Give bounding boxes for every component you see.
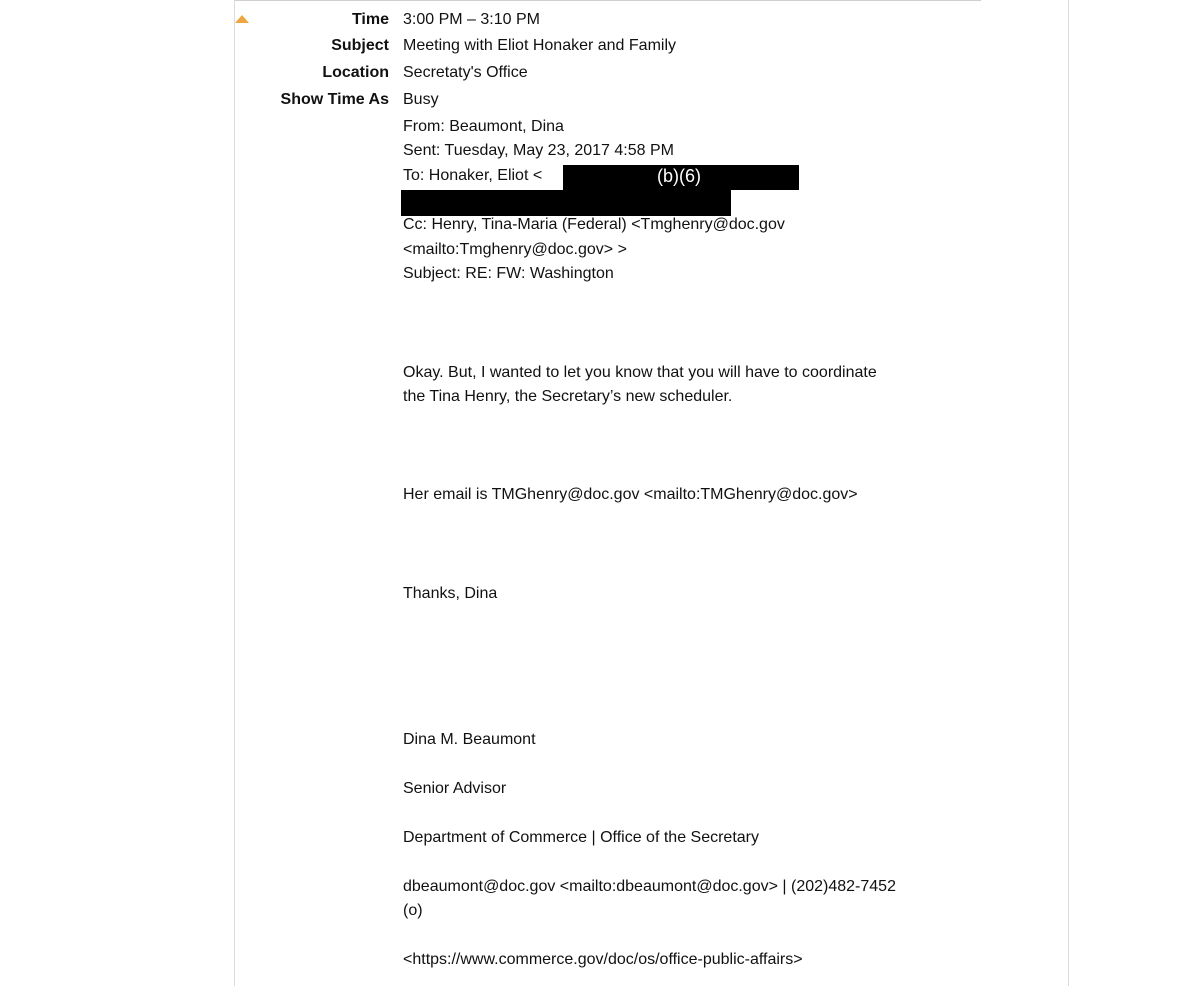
signature-contact-line2: (o) [403, 902, 423, 919]
signature-contact-line1: dbeaumont@doc.gov <mailto:dbeaumont@doc.gov> | (202)482-7452 [403, 878, 896, 895]
subject-label: Subject [331, 37, 389, 54]
body-closing: Thanks, Dina [403, 585, 498, 602]
signature-link: <https://www.commerce.gov/doc/os/office-public-affairs> [403, 951, 803, 968]
signature-department: Department of Commerce | Office of the Secretary [403, 829, 759, 846]
location-label: Location [322, 64, 389, 81]
show-time-as-label: Show Time As [280, 91, 389, 108]
email-from: From: Beaumont, Dina [403, 118, 564, 135]
time-value: 3:00 PM – 3:10 PM [403, 11, 540, 28]
time-label: Time [351, 11, 389, 28]
top-rule [235, 0, 981, 1]
show-time-as-value: Busy [403, 91, 439, 108]
left-margin [0, 0, 234, 986]
body-paragraph-1-line-1: Okay. But, I wanted to let you know that you will have to coordinate [403, 364, 877, 381]
email-sent: Sent: Tuesday, May 23, 2017 4:58 PM [403, 142, 674, 159]
signature-title: Senior Advisor [403, 780, 507, 797]
right-margin [1068, 0, 1200, 986]
subject-value: Meeting with Eliot Honaker and Family [403, 37, 677, 54]
redaction-code-label: (b)(6) [657, 166, 701, 186]
body-paragraph-2: Her email is TMGhenry@doc.gov <mailto:TMGhenry@doc.gov> [403, 486, 858, 503]
document-page [234, 0, 1069, 986]
redaction-block [401, 190, 731, 216]
location-value: Secretaty's Office [403, 64, 528, 81]
email-cc-line1: Cc: Henry, Tina-Maria (Federal) <Tmghenry@doc.gov [403, 216, 785, 233]
signature-name: Dina M. Beaumont [403, 731, 536, 748]
body-paragraph-1-line-2: the Tina Henry, the Secretary’s new scheduler. [403, 388, 733, 405]
email-cc-line2: <mailto:Tmghenry@doc.gov> > [403, 241, 627, 258]
email-to: To: Honaker, Eliot < [403, 167, 543, 184]
email-subject: Subject: RE: FW: Washington [403, 265, 614, 282]
